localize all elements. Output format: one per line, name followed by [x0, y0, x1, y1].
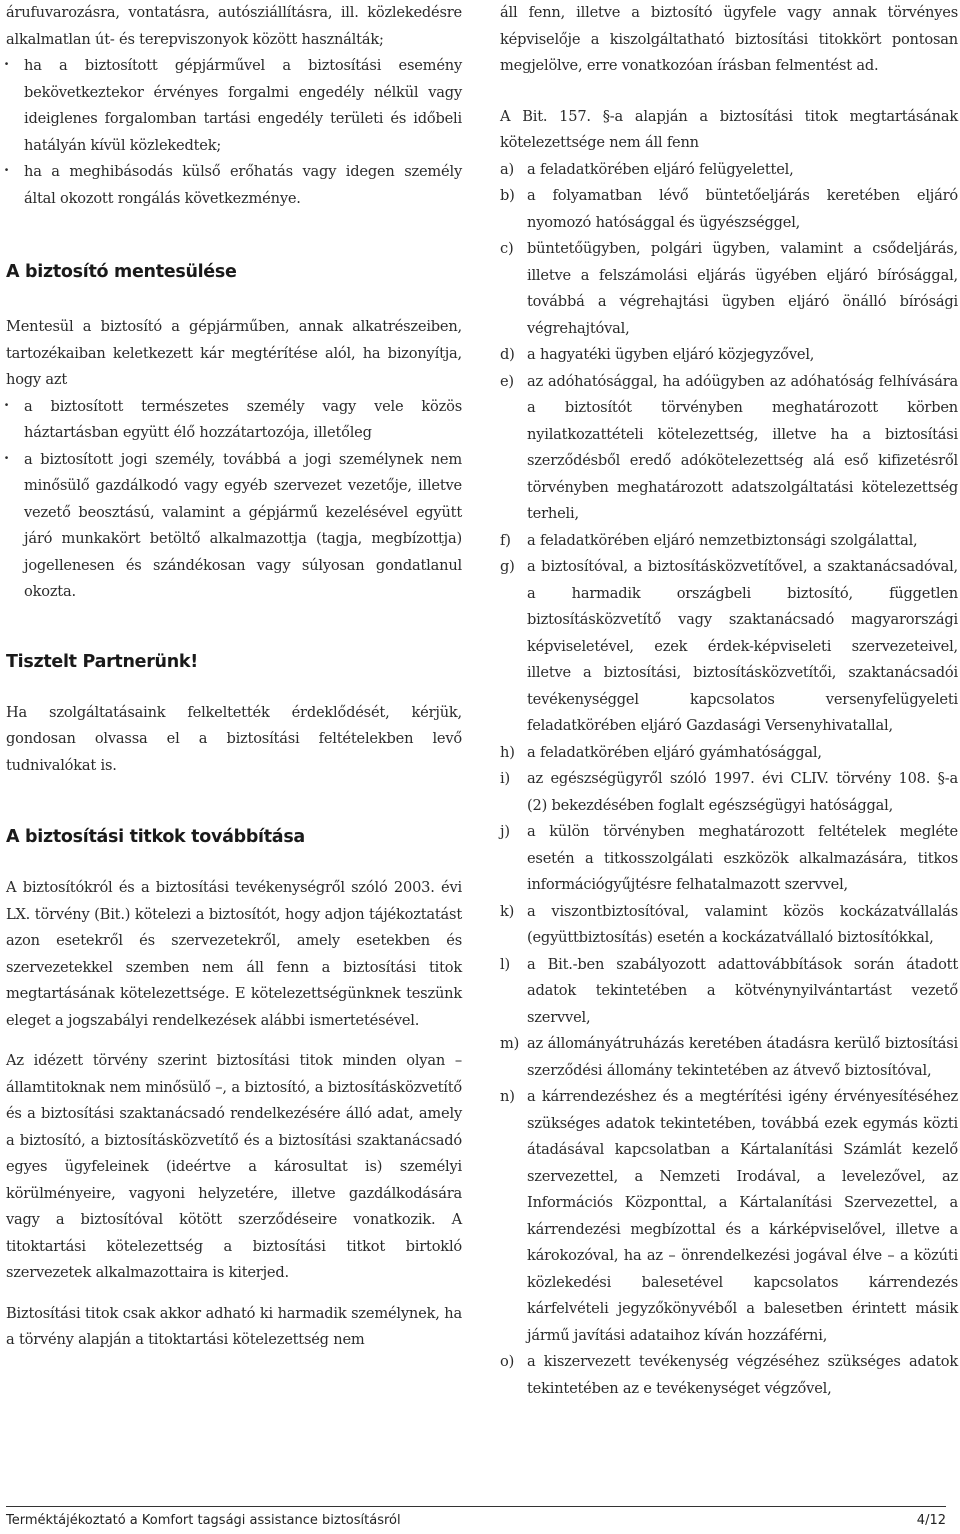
item-label: j) — [500, 823, 510, 840]
list-item — [500, 766, 958, 819]
item-text: a folyamatban lévő büntetőeljárás keretében eljáró nyomozó hatósággal és ügyészséggel, — [527, 187, 958, 231]
item-label: b) — [500, 187, 515, 204]
page-number: 4/12 — [916, 1513, 946, 1528]
titok-paragraph-1: A biztosítókról és a biztosítási tevékenységről szóló 2003. évi LX. törvény (Bit.) kötelezi a biztosítót, hogy adjon tájékoztatást azon esetekről és szervezetekről, amely esetekben és szervezetekkel szemben nem áll fenn a biztosítási titok megtartásának kötelezettsége. E kötelezettségünknek teszünk eleget a jogszabályi rendelkezések alábbi ismertetésével. — [6, 879, 462, 1029]
item-text: a feladatkörében eljáró felügyelettel, — [527, 160, 794, 178]
list-item — [500, 183, 958, 236]
heading-mentesules: A biztosító mentesülése — [6, 262, 237, 282]
item-label: k) — [500, 902, 515, 920]
item-text: büntetőügyben, polgári ügyben, valamint a csődeljárás, illetve a felszámolási eljárás ügyében eljáró bírósággal, továbbá a végrehajtási ügyben eljáró önálló bírósági végrehajtóval, — [527, 240, 958, 337]
item-text: a hagyatéki ügyben eljáró közjegyzővel, — [527, 346, 815, 363]
heading-titok: A biztosítási titkok továbbítása — [6, 827, 305, 847]
right-top-paragraph: áll fenn, illetve a biztosító ügyfele vagy annak törvényes képviselője a kiszolgáltatható biztosítási titokkört pontosan megjelölve, erre vonatkozóan írásban felmentést ad. — [500, 4, 958, 74]
item-text: a kárrendezéshez és a megtérítési igény érvényesítéséhez szükséges adatok tekintetében, továbbá ezek egymás közti átadásával kapcsolatban a Kártalanítási Számlát kezelő szervezettel, a Nemzeti Irodával, a levelezővel, az Információs Központtal, a Kártalanítási Szervezettel, a kárrendezési megbízottal és a kárképviselővel, illetve a károkozóval, ha az – önrendelkezési jogával élve – a közúti közlekedési balesetével kapcsolatos kárrendezés kárfelvételi jegyzőkönyvéből a balesetben érintett másik jármű javítási adataihoz kíván hozzáférni, — [527, 1088, 958, 1344]
item-label: m) — [500, 1035, 520, 1052]
page-footer — [6, 1506, 946, 1528]
item-label: l) — [500, 955, 510, 973]
item-label: o) — [500, 1353, 515, 1370]
bit157-intro: A Bit. 157. §-a alapján a biztosítási titok megtartásának kötelezettsége nem áll fenn — [500, 107, 958, 151]
list-item — [500, 819, 958, 899]
list-item — [500, 952, 958, 1032]
item-text: a feladatkörében eljáró nemzetbiztonsági szolgálattal, — [527, 531, 918, 549]
list-item — [500, 369, 958, 528]
titok-paragraph-2: Az idézett törvény szerint biztosítási titok minden olyan – államtitoknak nem minősülő –, a biztosító, a biztosításközvetítő és a biztosítási szaktanácsadó rendelkezésére álló adat, amely a biztosító, a biztosításközvetítő és a biztosítási szaktanácsadó egyes ügyfeleinek (ideértve a károsultat is) személyi körülményeire, vagyoni helyzetére, illetve gazdálkodására vagy a biztosítóval kötött szerződéseire vonatkozik. A titoktartási kötelezettség a biztosítási titkot birtokló szervezetek alkalmazottaira is kiterjed. — [6, 1052, 462, 1281]
item-text: az állományátruházás keretében átadásra kerülő biztosítási szerződési állomány tekintetében az átvevő biztosítóval, — [527, 1035, 958, 1079]
list-item: · a biztosított természetes személy vagy vele közös háztartásban együtt élő hozzátartozója, illetőleg — [6, 394, 462, 447]
item-label: h) — [500, 743, 515, 761]
item-text: a feladatkörében eljáró gyámhatósággal, — [527, 743, 822, 761]
item-text: a kiszervezett tevékenység végzéséhez szükséges adatok tekintetében az e tevékenységet végzővel, — [527, 1353, 958, 1397]
item-label: i) — [500, 770, 510, 787]
item-text: a külön törvényben meghatározott feltételek megléte esetén a titkosszolgálati eszközök alkalmazására, titkos információgyűjtésre felhatalmazott szervvel, — [527, 823, 958, 893]
item-text: az adóhatósággal, ha adóügyben az adóhatóság felhívására a biztosítót törvényben meghatározott körben nyilatkozattételi kötelezettség, illetve ha a biztosítási szerződésből eredő adókötelezettség alá eső kifizetésről törvényben meghatározott adatszolgáltatási kötelezettség terheli, — [527, 372, 958, 522]
list-item: · a biztosított jogi személy, továbbá a jogi személynek nem minősülő gazdálkodó vagy egyéb szervezet vezetője, illetve vezető beosztású, valamint a gépjármű kezelésével együtt járó munkakört betöltő alkalmazottja (tagja, megbízottja) jogellenesen és szándékosan vagy súlyosan gondatlanul okozta. — [6, 447, 462, 606]
list-item — [500, 157, 958, 184]
list-item — [500, 528, 958, 555]
partner-paragraph: Ha szolgáltatásaink felkeltették érdeklődését, kérjük, gondosan olvassa el a biztosítási feltételekben levő tudnivalókat is. — [6, 703, 462, 774]
item-label: c) — [500, 240, 514, 257]
right-column — [500, 0, 958, 1402]
item-label: e) — [500, 372, 514, 390]
item-label: g) — [500, 558, 515, 575]
list-item — [500, 1031, 958, 1084]
mentesules-intro: Mentesül a biztosító a gépjárműben, annak alkatrészeiben, tartozékaiban keletkezett kár megtérítése alól, ha bizonyítja, hogy azt — [6, 318, 462, 388]
list-item — [500, 554, 958, 740]
heading-partner: Tisztelt Partnerünk! — [6, 651, 198, 672]
item-text: a Bit.-ben szabályozott adattovábbítások során átadott adatok tekintetében a kötvénynyilvántartást vezető szervvel, — [527, 955, 958, 1026]
list-item — [500, 740, 958, 767]
list-item: · ha a meghibásodás külső erőhatás vagy idegen személy által okozott rongálás következménye. — [6, 159, 462, 212]
footer-title: Terméktájékoztató a Komfort tagsági assistance biztosításról — [6, 1513, 401, 1528]
list-item — [500, 899, 958, 952]
left-column — [6, 0, 462, 1354]
item-text: a biztosítóval, a biztosításközvetítővel, a szaktanácsadóval, a harmadik országbeli biztosító, független biztosításközvetítő vagy szaktanácsadó magyarországi képviseletével, ezek érdek-képviseleti szervezeteivel, illetve a biztosítási, biztosításközvetítői, szaktanácsadói tevékenységgel kapcsolatos versenyfelügyeleti feladatkörében eljáró Gazdasági Versenyhivatallal, — [527, 558, 958, 734]
item-label: n) — [500, 1088, 515, 1105]
item-label: f) — [500, 531, 511, 549]
list-item — [500, 1349, 958, 1402]
item-text: az egészségügyről szóló 1997. évi CLIV. törvény 108. §-a (2) bekezdésében foglalt egészségügyi hatósággal, — [527, 770, 958, 814]
item-text: a viszontbiztosítóval, valamint közös kockázatvállalás (együttbiztosítás) esetén a kockázatvállaló biztosítókkal, — [527, 902, 958, 946]
titok-paragraph-3: Biztosítási titok csak akkor adható ki harmadik személynek, ha a törvény alapján a titoktartási kötelezettség nem — [6, 1304, 462, 1348]
item-label: d) — [500, 346, 515, 363]
list-item — [500, 342, 958, 369]
list-item — [500, 1084, 958, 1349]
list-item — [500, 236, 958, 342]
left-top-paragraph: árufuvarozásra, vontatásra, autósziállításra, ill. közlekedésre alkalmatlan út- és terepviszonyok között használták; — [6, 4, 462, 48]
list-item: · ha a biztosított gépjárművel a biztosítási esemény bekövetkeztekor érvényes forgalmi engedély nélkül vagy ideiglenes forgalomban tartási engedély területi és időbeli hatályán kívül közlekedtek; — [6, 53, 462, 159]
item-label: a) — [500, 160, 514, 178]
